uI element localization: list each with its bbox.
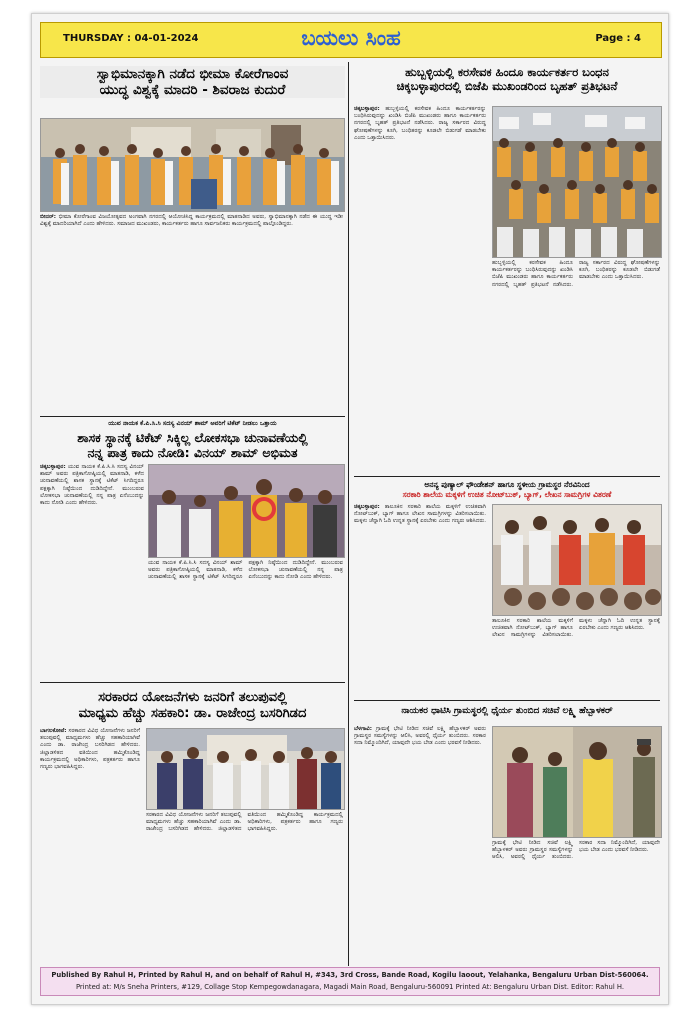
article-body-left <box>40 464 144 676</box>
headline-line-1: ಹುಬ್ಬಳ್ಳಿಯಲ್ಲಿ ಕರಸೇವಕ ಹಿಂದೂ ಕಾರ್ಯಕರ್ತರ ಬಂಧನ <box>405 65 609 79</box>
dateline: ಬಾಗಲಕೋಟೆ: <box>40 728 67 734</box>
section-divider <box>354 700 660 701</box>
right-column <box>354 62 660 966</box>
headline-line-2: ಸರಕಾರಿ ಶಾಲೆಯ ಮಕ್ಕಳಿಗೆ ಉಚಿತ ನೋಟ್‌ಬುಕ್, ಬ್ಯಾಗ್, ಲೇಖನ ಸಾಮಗ್ರಿಗಳ ವಿತರಣೆ <box>402 490 612 499</box>
newspaper-title: ಬಯಲು ಸಿಂಹ <box>301 25 401 50</box>
photo-students-gathering <box>492 504 662 616</box>
article-headline <box>354 480 660 500</box>
article-headline <box>40 690 345 721</box>
page-number: Page : 4 <box>595 33 641 44</box>
masthead <box>40 22 662 58</box>
article-body-right <box>146 812 343 958</box>
imprint-line-2: Printed at: M/s Sneha Printers, #129, Collage Stop Kempegowdanagara, Magadi Main Road, Bengaluru-560091 Printed At: Bengaluru Urban Dist. Editor: Rahul H. <box>75 983 625 991</box>
article-text: ಸರಕಾರದ ವಿವಿಧ ಯೋಜನೆಗಳು ಜನರಿಗೆ ತಲುಪುವಲ್ಲಿ ಮಾಧ್ಯಮಗಳು ಹೆಚ್ಚು ಸಹಕಾರಿಯಾಗಿವೆ ಎಂದು ಡಾ. ರಾಜೇಂದ್ರ ಬಸರಿಗಿಡದ ಹೇಳಿದರು. ಜಿಲ್ಲಾಡಳಿತದ ವತಿಯಿಂದ ಹಮ್ಮಿಕೊಂಡಿದ್ದ ಕಾರ್ಯಕ್ರಮದಲ್ಲಿ ಅಧಿಕಾರಿಗಳು, ಪತ್ರಕರ್ತರು ಹಾಗೂ ಗಣ್ಯರು ಭಾಗವಹಿಸಿದ್ದರು. <box>40 728 140 771</box>
headline-line-1: ಸ್ವಾಭಿಮಾನಕ್ಕಾಗಿ ನಡೆದ ಭೀಮಾ ಕೋರೆಗಾಂವ <box>96 66 289 82</box>
photo-minister-villagers <box>492 726 662 838</box>
photo-protest-crowd <box>492 106 662 258</box>
left-column <box>40 62 345 966</box>
dateline: ಬೀದರ್: <box>40 214 56 220</box>
article-bhima-koregaon <box>40 62 345 414</box>
article-body-right <box>492 260 660 470</box>
article-body <box>40 214 343 410</box>
article-body-left <box>40 728 140 958</box>
section-divider <box>354 476 660 477</box>
imprint-line-1: Published By Rahul H, Printed by Rahul H, and on behalf of Rahul H, #343, 3rd Cross, Bande Road, Kogilu laoout, Yelahanka, Bengaluru Urban Dist-560064. <box>51 971 649 979</box>
article-headline <box>40 66 345 98</box>
article-body-left <box>354 106 486 470</box>
article-headline: ನಾಯಕರ ಧಾಟಿಸಿ ಗ್ರಾಮಸ್ಥರಲ್ಲಿ ಧೈರ್ಯ ತುಂಬಿದ ಸಚಿವೆ ಲಕ್ಷ್ಮಿ ಹೆಬ್ಬಾಳಕರ್ <box>401 706 613 716</box>
headline-line-1: ಸರಕಾರದ ಯೋಜನೆಗಳು ಜನರಿಗೆ ತಲುಪುವಲ್ಲಿ <box>98 690 287 705</box>
article-lakshmi-hebbalkar <box>354 702 660 964</box>
article-body-right <box>492 840 660 960</box>
article-school-kits <box>354 478 660 698</box>
headline-line-2: ಚಿಕ್ಕಬಳ್ಳಾಪುರದಲ್ಲಿ ಬಿಜೆಪಿ ಮುಖಂಡರಿಂದ ಬೃಹತ್ ಪ್ರತಿಭಟನೆ <box>396 78 618 93</box>
column-divider <box>348 62 349 966</box>
article-text-continued: ಗ್ರಾಮಕ್ಕೆ ಭೇಟಿ ನೀಡಿದ ಸಚಿವೆ ಲಕ್ಷ್ಮಿ ಹೆಬ್ಬಾಳಕರ್ ಅವರು ಗ್ರಾಮಸ್ಥರ ಸಮಸ್ಯೆಗಳನ್ನು ಆಲಿಸಿ, ಅವರಲ್ಲಿ ಧೈರ್ಯ ತುಂಬಿದರು. ಸರಕಾರ ಸದಾ ನಿಮ್ಮೊಂದಿಗಿದೆ, ಯಾವುದೇ ಭಯ ಬೇಡ ಎಂದು ಭರವಸೆ ನೀಡಿದರು. <box>492 840 660 861</box>
photo-felicitation <box>148 464 345 558</box>
article-text: ಗ್ರಾಮಕ್ಕೆ ಭೇಟಿ ನೀಡಿದ ಸಚಿವೆ ಲಕ್ಷ್ಮಿ ಹೆಬ್ಬಾಳಕರ್ ಅವರು ಗ್ರಾಮಸ್ಥರ ಸಮಸ್ಯೆಗಳನ್ನು ಆಲಿಸಿ, ಅವರಲ್ಲಿ ಧೈರ್ಯ ತುಂಬಿದರು. ಸರಕಾರ ಸದಾ ನಿಮ್ಮೊಂದಿಗಿದೆ, ಯಾವುದೇ ಭಯ ಬೇಡ ಎಂದು ಭರವಸೆ ನೀಡಿದರು. <box>354 726 486 747</box>
article-body-left <box>354 726 486 960</box>
section-divider <box>40 682 345 683</box>
headline-line-2: ಯುದ್ಧ ವಿಶ್ವಕ್ಕೆ ಮಾದರಿ - ಶಿವರಾಜ ಕುದುರೆ <box>99 82 286 99</box>
article-kicker: ಯುವ ನಾಯಕ ಕೆ.ಪಿ.ಸಿ.ಸಿ ಸದಸ್ಯ ವಿನಯ್ ಶಾಮ್ ಅವರಿಗೆ ಟಿಕೆಟ್ ನೀಡಲು ಒತ್ತಾಯ <box>108 420 277 427</box>
photo-ceremony-stage <box>146 728 345 810</box>
headline-line-2: ಮಾಧ್ಯಮ ಹೆಚ್ಚು ಸಹಕಾರಿ: ಡಾ. ರಾಜೇಂದ್ರ ಬಸರಿಗಿಡದ <box>78 705 307 721</box>
article-text: ತಾಲೂಕಿನ ಸರಕಾರಿ ಶಾಲೆಯ ಮಕ್ಕಳಿಗೆ ಉಚಿತವಾಗಿ ನೋಟ್‌ಬುಕ್, ಬ್ಯಾಗ್ ಹಾಗೂ ಲೇಖನ ಸಾಮಗ್ರಿಗಳನ್ನು ವಿತರಿಸಲಾಯಿತು. ಮಕ್ಕಳು ಚೆನ್ನಾಗಿ ಓದಿ ಉನ್ನತ ಸ್ಥಾನಕ್ಕೆ ಏರಬೇಕು ಎಂದು ಗಣ್ಯರು ಆಶಿಸಿದರು. <box>354 504 486 525</box>
article-body-right <box>492 618 660 694</box>
dateline: ಚಿಕ್ಕಬಳ್ಳಾಪುರ: <box>354 106 380 112</box>
headline-line-1: ಅನನ್ಯ ಪುಣ್ಯಾಲ್ ಫೌಂಡೇಶನ್ ಹಾಗೂ ಸ್ಥಳೀಯ ಗ್ರಾಮಸ್ಥರ ನೆರವಿನಿಂದ <box>424 480 590 489</box>
article-text: ಯುವ ನಾಯಕ ಕೆ.ಪಿ.ಸಿ.ಸಿ ಸದಸ್ಯ ವಿನಯ್ ಶಾಮ್ ಅವರು ಪತ್ರಿಕಾಗೋಷ್ಠಿಯಲ್ಲಿ ಮಾತನಾಡಿ, ಕಳೆದ ಚುನಾವಣೆಯಲ್ಲಿ ಶಾಸಕ ಸ್ಥಾನಕ್ಕೆ ಟಿಕೆಟ್ ಸಿಗದಿದ್ದರೂ ಪಕ್ಷಕ್ಕಾಗಿ ನಿಷ್ಠೆಯಿಂದ ದುಡಿದಿದ್ದೇನೆ. ಮುಂಬರುವ ಲೋಕಸಭಾ ಚುನಾವಣೆಯಲ್ಲಿ ನನ್ನ ಪಾತ್ರ ಏನೆಂಬುದನ್ನು ಕಾದು ನೋಡಿ ಎಂದು ಹೇಳಿದರು. <box>40 464 144 507</box>
article-text-continued: ಹುಬ್ಬಳ್ಳಿಯಲ್ಲಿ ಕರಸೇವಕ ಹಿಂದೂ ಕಾರ್ಯಕರ್ತರನ್ನು ಬಂಧಿಸಿರುವುದನ್ನು ಖಂಡಿಸಿ ಬಿಜೆಪಿ ಮುಖಂಡರು ಹಾಗೂ ಕಾರ್ಯಕರ್ತರು ನಗರದಲ್ಲಿ ಬೃಹತ್ ಪ್ರತಿಭಟನೆ ನಡೆಸಿದರು. ರಾಜ್ಯ ಸರ್ಕಾರದ ವಿರುದ್ಧ ಘೋಷಣೆಗಳನ್ನು ಕೂಗಿ, ಬಂಧಿತರನ್ನು ಕೂಡಲೇ ಬಿಡುಗಡೆ ಮಾಡಬೇಕು ಎಂದು ಒತ್ತಾಯಿಸಿದರು. <box>492 260 660 288</box>
section-divider <box>40 416 345 417</box>
article-text: ಹುಬ್ಬಳ್ಳಿಯಲ್ಲಿ ಕರಸೇವಕ ಹಿಂದೂ ಕಾರ್ಯಕರ್ತರನ್ನು ಬಂಧಿಸಿರುವುದನ್ನು ಖಂಡಿಸಿ ಬಿಜೆಪಿ ಮುಖಂಡರು ಹಾಗೂ ಕಾರ್ಯಕರ್ತರು ನಗರದಲ್ಲಿ ಬೃಹತ್ ಪ್ರತಿಭಟನೆ ನಡೆಸಿದರು. ರಾಜ್ಯ ಸರ್ಕಾರದ ವಿರುದ್ಧ ಘೋಷಣೆಗಳನ್ನು ಕೂಗಿ, ಬಂಧಿತರನ್ನು ಕೂಡಲೇ ಬಿಡುಗಡೆ ಮಾಡಬೇಕು ಎಂದು ಒತ್ತಾಯಿಸಿದರು. <box>354 106 486 141</box>
dateline: ಚಿಕ್ಕಬಳ್ಳಾಪುರ: <box>40 464 66 470</box>
article-text-continued: ಸರಕಾರದ ವಿವಿಧ ಯೋಜನೆಗಳು ಜನರಿಗೆ ತಲುಪುವಲ್ಲಿ ಮಾಧ್ಯಮಗಳು ಹೆಚ್ಚು ಸಹಕಾರಿಯಾಗಿವೆ ಎಂದು ಡಾ. ರಾಜೇಂದ್ರ ಬಸರಿಗಿಡದ ಹೇಳಿದರು. ಜಿಲ್ಲಾಡಳಿತದ ವತಿಯಿಂದ ಹಮ್ಮಿಕೊಂಡಿದ್ದ ಕಾರ್ಯಕ್ರಮದಲ್ಲಿ ಅಧಿಕಾರಿಗಳು, ಪತ್ರಕರ್ತರು ಹಾಗೂ ಗಣ್ಯರು ಭಾಗವಹಿಸಿದ್ದರು. <box>146 812 343 833</box>
dateline: ಬೆಳಗಾವಿ: <box>354 726 372 732</box>
photo-ceremony-group <box>40 118 345 212</box>
article-vinay-sham <box>40 418 345 680</box>
article-headline <box>354 66 660 94</box>
issue-date: THURSDAY : 04-01-2024 <box>63 33 199 44</box>
headline-line-2: ನನ್ನ ಪಾತ್ರ ಕಾದು ನೋಡಿ: ವಿನಯ್ ಶಾಮ್ ಅಭಿಮತ <box>87 445 298 460</box>
article-body-right <box>148 560 343 676</box>
article-bjp-protest <box>354 62 660 474</box>
article-body-left <box>354 504 486 694</box>
article-text-continued: ಯುವ ನಾಯಕ ಕೆ.ಪಿ.ಸಿ.ಸಿ ಸದಸ್ಯ ವಿನಯ್ ಶಾಮ್ ಅವರು ಪತ್ರಿಕಾಗೋಷ್ಠಿಯಲ್ಲಿ ಮಾತನಾಡಿ, ಕಳೆದ ಚುನಾವಣೆಯಲ್ಲಿ ಶಾಸಕ ಸ್ಥಾನಕ್ಕೆ ಟಿಕೆಟ್ ಸಿಗದಿದ್ದರೂ ಪಕ್ಷಕ್ಕಾಗಿ ನಿಷ್ಠೆಯಿಂದ ದುಡಿದಿದ್ದೇನೆ. ಮುಂಬರುವ ಲೋಕಸಭಾ ಚುನಾವಣೆಯಲ್ಲಿ ನನ್ನ ಪಾತ್ರ ಏನೆಂಬುದನ್ನು ಕಾದು ನೋಡಿ ಎಂದು ಹೇಳಿದರು. <box>148 560 343 581</box>
article-text-continued: ತಾಲೂಕಿನ ಸರಕಾರಿ ಶಾಲೆಯ ಮಕ್ಕಳಿಗೆ ಉಚಿತವಾಗಿ ನೋಟ್‌ಬುಕ್, ಬ್ಯಾಗ್ ಹಾಗೂ ಲೇಖನ ಸಾಮಗ್ರಿಗಳನ್ನು ವಿತರಿಸಲಾಯಿತು. ಮಕ್ಕಳು ಚೆನ್ನಾಗಿ ಓದಿ ಉನ್ನತ ಸ್ಥಾನಕ್ಕೆ ಏರಬೇಕು ಎಂದು ಗಣ್ಯರು ಆಶಿಸಿದರು. <box>492 618 660 639</box>
headline-line-1: ಶಾಸಕ ಸ್ಥಾನಕ್ಕೆ ಟಿಕೆಟ್ ಸಿಕ್ಕಿಲ್ಲ ಲೋಕಸಭಾ ಚುನಾವಣೆಯಲ್ಲಿ <box>77 430 308 445</box>
imprint-footer <box>40 967 660 996</box>
dateline: ಚಿಕ್ಕಬಳ್ಳಾಪುರ: <box>354 504 380 510</box>
newspaper-page <box>31 13 669 1005</box>
article-government-schemes <box>40 684 345 964</box>
article-headline <box>40 430 345 460</box>
article-text: ಭೀಮಾ ಕೋರೆಗಾಂವ ವಿಜಯೋತ್ಸವದ ಅಂಗವಾಗಿ ನಗರದಲ್ಲಿ ಆಯೋಜಿಸಿದ್ದ ಕಾರ್ಯಕ್ರಮದಲ್ಲಿ ಮಾತನಾಡಿದ ಅವರು, ಸ್ವಾಭಿಮಾನಕ್ಕಾಗಿ ನಡೆದ ಈ ಯುದ್ಧ ಇಡೀ ವಿಶ್ವಕ್ಕೆ ಮಾದರಿಯಾಗಿದೆ ಎಂದು ಹೇಳಿದರು. ಸಮಾಜದ ಮುಖಂಡರು, ಕಾರ್ಯಕರ್ತರು ಹಾಗೂ ಸಾರ್ವಜನಿಕರು ಕಾರ್ಯಕ್ರಮದಲ್ಲಿ ಪಾಲ್ಗೊಂಡಿದ್ದರು. <box>40 214 343 228</box>
